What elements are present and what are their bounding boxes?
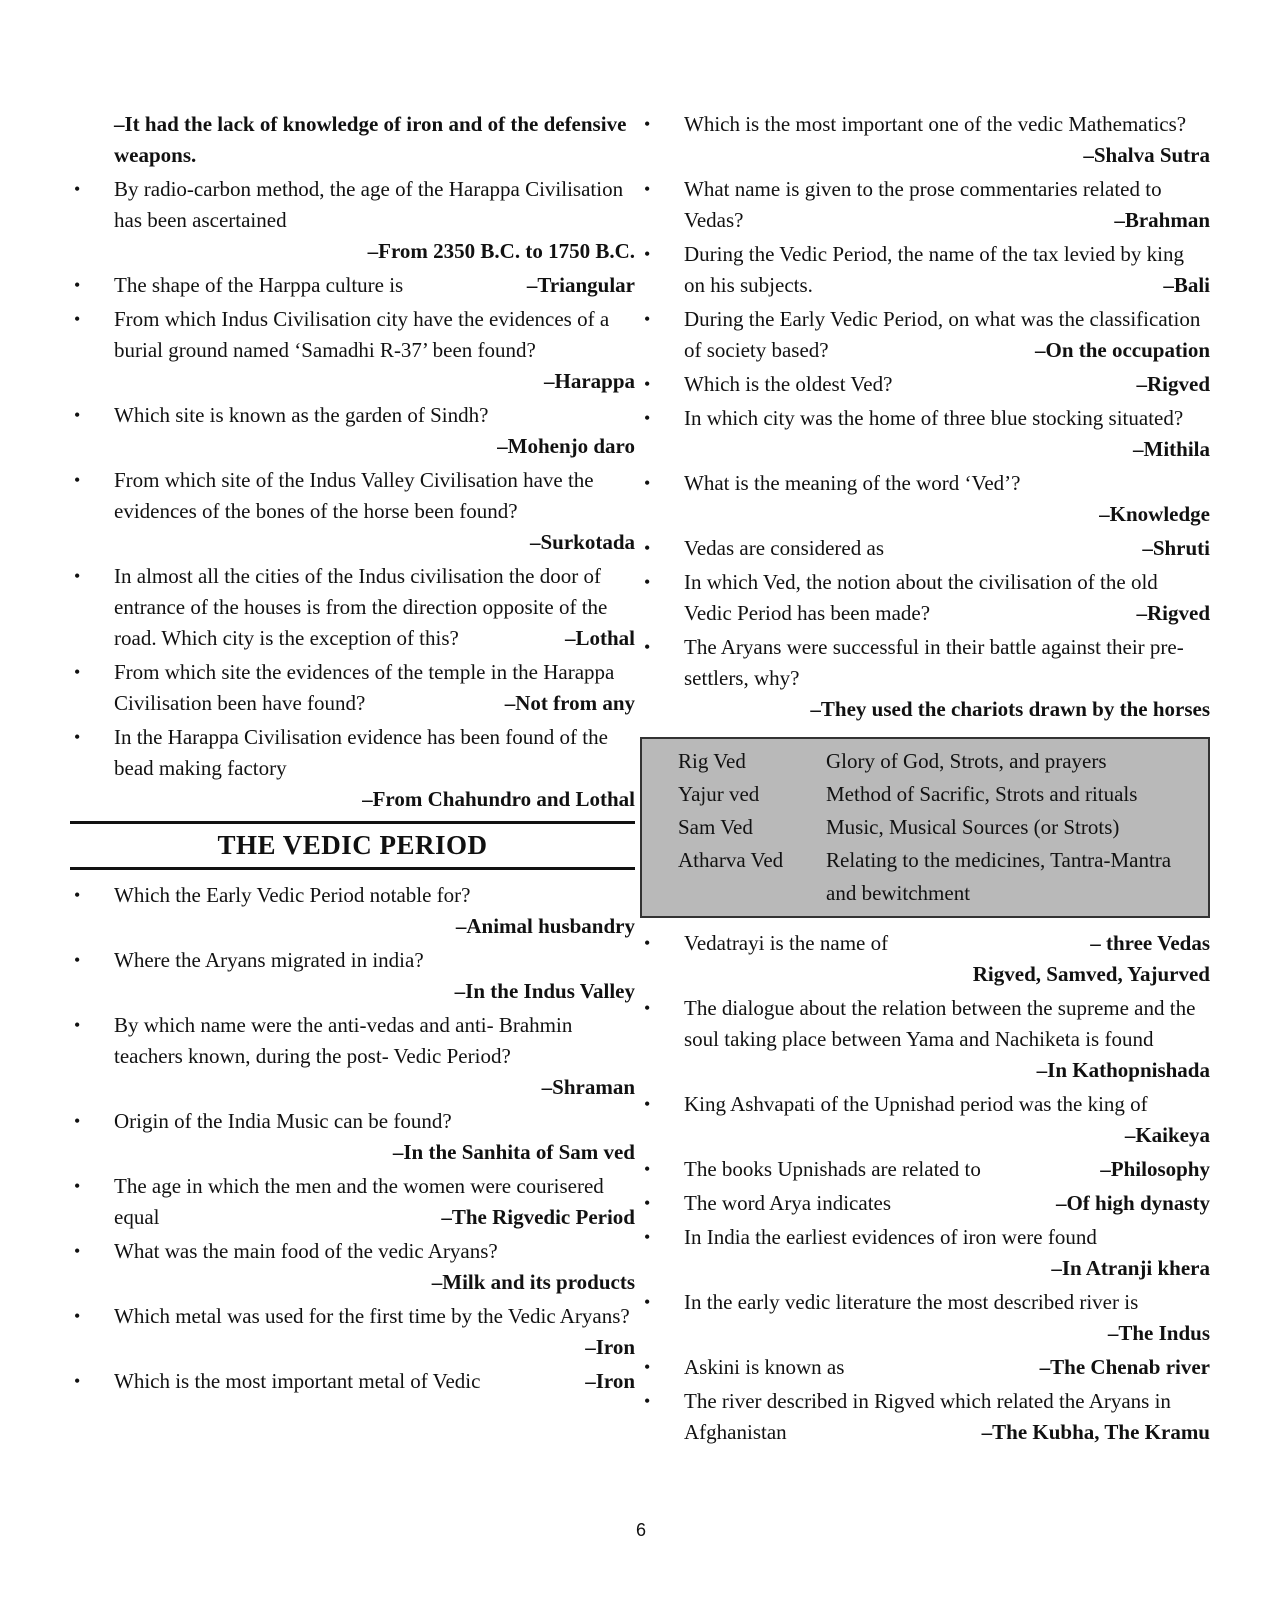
bullet-icon: • (644, 244, 651, 264)
ved-name: Rig Ved (678, 749, 746, 773)
list-item (640, 533, 1210, 564)
question: King Ashvapati of the Upnishad period was the king of (684, 1092, 1148, 1116)
question: From which Indus Civilisation city have the evidences of a burial ground named ‘Samadhi R-37’ been found? (114, 307, 610, 362)
bullet-icon: • (644, 179, 651, 199)
list-item (640, 928, 1210, 990)
list-item (640, 1352, 1210, 1383)
answer: –In Atranji khera (1051, 1256, 1210, 1280)
answer: –Of high dynasty (1055, 1191, 1210, 1215)
answer: –The Chenab river (1039, 1355, 1210, 1379)
question: Which site is known as the garden of Sindh? (114, 403, 489, 427)
bullet-icon: • (644, 1357, 651, 1377)
list-item (70, 561, 635, 654)
list-item (640, 468, 1210, 530)
answer: –From 2350 B.C. to 1750 B.C. (367, 239, 635, 263)
list-item (640, 632, 1210, 725)
question: Which is the oldest Ved? (684, 372, 893, 396)
bullet-icon: • (644, 1391, 651, 1411)
question: The books Upnishads are related to (684, 1157, 981, 1181)
answer: –Lothal (564, 626, 635, 650)
bullet-icon: • (74, 470, 81, 490)
vedas-table (640, 737, 1210, 918)
bullet-icon: • (644, 572, 651, 592)
question: Askini is known as (684, 1355, 845, 1379)
table-row (642, 745, 1208, 778)
answer: –Shalva Sutra (1083, 143, 1210, 167)
list-item (70, 400, 635, 462)
bullet-icon: • (74, 727, 81, 747)
bullet-icon: • (644, 1292, 651, 1312)
question: The river described in Rigved which related the Aryans in Afghanistan (684, 1389, 1171, 1444)
list-item (70, 1010, 635, 1103)
section-heading-box (70, 821, 635, 870)
list-item (70, 1301, 635, 1363)
answer: –In Kathopnishada (1036, 1058, 1210, 1082)
bullet-icon: • (74, 566, 81, 586)
list-item (640, 1222, 1210, 1284)
page-number: 6 (635, 1520, 646, 1540)
bullet-icon: • (74, 275, 81, 295)
answer: –Animal husbandry (455, 914, 635, 938)
answer: –From Chahundro and Lothal (362, 787, 635, 811)
list-item (70, 1171, 635, 1233)
answer: –The Indus (1107, 1321, 1210, 1345)
bullet-icon: • (74, 1306, 81, 1326)
question: In which Ved, the notion about the civilisation of the old Vedic Period has been made? (684, 570, 1158, 625)
question: What is the meaning of the word ‘Ved’? (684, 471, 1021, 495)
question: In almost all the cities of the Indus civilisation the door of entrance of the houses is from the direction opposite of the road. Which city is the exception of this? (114, 564, 608, 650)
list-item (640, 239, 1210, 301)
list-item (70, 1236, 635, 1298)
bullet-icon: • (74, 1371, 81, 1391)
answer-continued: Rigved, Samved, Yajurved (972, 962, 1210, 986)
answer: –In the Indus Valley (454, 979, 635, 1003)
bullet-icon: • (74, 662, 81, 682)
bullet-icon: • (74, 405, 81, 425)
bullet-icon: • (644, 637, 651, 657)
question: Origin of the India Music can be found? (114, 1109, 452, 1133)
answer: –Philosophy (1100, 1157, 1210, 1181)
list-item (640, 1089, 1210, 1151)
list-item (640, 993, 1210, 1086)
ved-description: Glory of God, Strots, and prayers (826, 749, 1107, 773)
question: The age in which the men and the women were courisered equal (114, 1174, 604, 1229)
answer: –On the occupation (1034, 338, 1210, 362)
list-item (640, 567, 1210, 629)
answer: –Rigved (1136, 601, 1210, 625)
bullet-icon: • (644, 374, 651, 394)
answer: –In the Sanhita of Sam ved (392, 1140, 635, 1164)
answer: –Mohenjo daro (497, 434, 635, 458)
question: Which is the most important one of the vedic Mathematics? (684, 112, 1187, 136)
bullet-icon: • (644, 473, 651, 493)
ved-description: Music, Musical Sources (or Strots) (826, 815, 1120, 839)
list-item (70, 657, 635, 719)
answer: –Harappa (543, 369, 635, 393)
list-item (640, 403, 1210, 465)
answer: –Shruti (1142, 536, 1210, 560)
ved-description: Relating to the medicines, Tantra-Mantra and bewitchment (826, 848, 1172, 905)
answer: –Brahman (1114, 208, 1210, 232)
bullet-icon: • (74, 1176, 81, 1196)
question: In the Harappa Civilisation evidence has been found of the bead making factory (114, 725, 608, 780)
question: The shape of the Harppa culture is (114, 273, 404, 297)
answer: –Kaikeya (1124, 1123, 1210, 1147)
left-column (70, 109, 635, 1400)
list-item (70, 174, 635, 267)
section-heading: THE VEDIC PERIOD (217, 830, 488, 860)
answer: –Surkotada (529, 530, 635, 554)
question: The Aryans were successful in their battle against their pre-settlers, why? (684, 635, 1184, 690)
table-row (642, 844, 1208, 910)
bullet-icon: • (644, 933, 651, 953)
bullet-icon: • (74, 885, 81, 905)
list-item (70, 722, 635, 815)
answer: –They used the chariots drawn by the horses (810, 697, 1210, 721)
ved-name: Atharva Ved (678, 848, 784, 872)
question: During the Vedic Period, the name of the tax levied by king on his subjects. (684, 242, 1184, 297)
question: From which site of the Indus Valley Civilisation have the evidences of the bones of the horse been found? (114, 468, 594, 523)
answer: –Triangular (526, 273, 635, 297)
list-item (640, 304, 1210, 366)
list-item (640, 109, 1210, 171)
answer: –The Kubha, The Kramu (981, 1420, 1210, 1444)
list-item (640, 1287, 1210, 1349)
question: By radio-carbon method, the age of the Harappa Civilisation has been ascertained (114, 177, 624, 232)
bullet-icon: • (74, 179, 81, 199)
bullet-icon: • (644, 309, 651, 329)
bullet-icon: • (74, 1111, 81, 1131)
answer: –Mithila (1133, 437, 1210, 461)
bullet-icon: • (74, 1015, 81, 1035)
bullet-icon: • (74, 1241, 81, 1261)
answer: –Knowledge (1099, 502, 1210, 526)
bullet-icon: • (74, 950, 81, 970)
list-item (70, 304, 635, 397)
list-item (70, 880, 635, 942)
question: What name is given to the prose commentaries related to Vedas? (684, 177, 1162, 232)
question: From which site the evidences of the temple in the Harappa Civilisation been have found? (114, 660, 615, 715)
list-item (640, 1154, 1210, 1185)
bullet-icon: • (644, 1159, 651, 1179)
answer: –Rigved (1136, 372, 1210, 396)
answer: –Bali (1163, 273, 1210, 297)
bullet-icon: • (644, 1094, 651, 1114)
list-item (640, 1188, 1210, 1219)
answer: –Milk and its products (431, 1270, 635, 1294)
bullet-icon: • (644, 1227, 651, 1247)
list-item (70, 945, 635, 1007)
list-item (70, 1106, 635, 1168)
list-item (640, 369, 1210, 400)
question: By which name were the anti-vedas and anti- Brahmin teachers known, during the post- Vedic Period? (114, 1013, 573, 1068)
question: In India the earliest evidences of iron were found (684, 1225, 1097, 1249)
bullet-icon: • (74, 309, 81, 329)
answer: –Iron (585, 1335, 635, 1359)
question: In the early vedic literature the most described river is (684, 1290, 1139, 1314)
lead-answer: –It had the lack of knowledge of iron and of the defensive weapons. (114, 112, 627, 167)
list-item (640, 174, 1210, 236)
ved-description: Method of Sacrific, Strots and rituals (826, 782, 1138, 806)
question: In which city was the home of three blue stocking situated? (684, 406, 1184, 430)
ved-name: Sam Ved (678, 815, 753, 839)
bullet-icon: • (644, 408, 651, 428)
answer: – three Vedas (1090, 931, 1210, 955)
right-column (640, 109, 1210, 1451)
question: Where the Aryans migrated in india? (114, 948, 424, 972)
bullet-icon: • (644, 114, 651, 134)
answer: –The Rigvedic Period (441, 1205, 635, 1229)
answer: –Not from any (504, 691, 635, 715)
question: Which metal was used for the first time by the Vedic Aryans? (114, 1304, 630, 1328)
question: The word Arya indicates (684, 1191, 892, 1215)
list-item (640, 1386, 1210, 1448)
question: Which the Early Vedic Period notable for? (114, 883, 471, 907)
question: What was the main food of the vedic Aryans? (114, 1239, 498, 1263)
question: During the Early Vedic Period, on what was the classification of society based? (684, 307, 1201, 362)
list-item (70, 1366, 635, 1397)
question: Vedatrayi is the name of (684, 931, 889, 955)
table-row (642, 778, 1208, 811)
question: The dialogue about the relation between the supreme and the soul taking place between Yama and Nachiketa is found (684, 996, 1196, 1051)
question: Which is the most important metal of Vedic (114, 1369, 481, 1393)
bullet-icon: • (644, 1193, 651, 1213)
answer: –Iron (585, 1369, 635, 1393)
list-item (70, 270, 635, 301)
answer: –Shraman (541, 1075, 635, 1099)
question: Vedas are considered as (684, 536, 884, 560)
list-item (70, 465, 635, 558)
bullet-icon: • (644, 998, 651, 1018)
ved-name: Yajur ved (678, 782, 760, 806)
bullet-icon: • (644, 538, 651, 558)
table-row (642, 811, 1208, 844)
